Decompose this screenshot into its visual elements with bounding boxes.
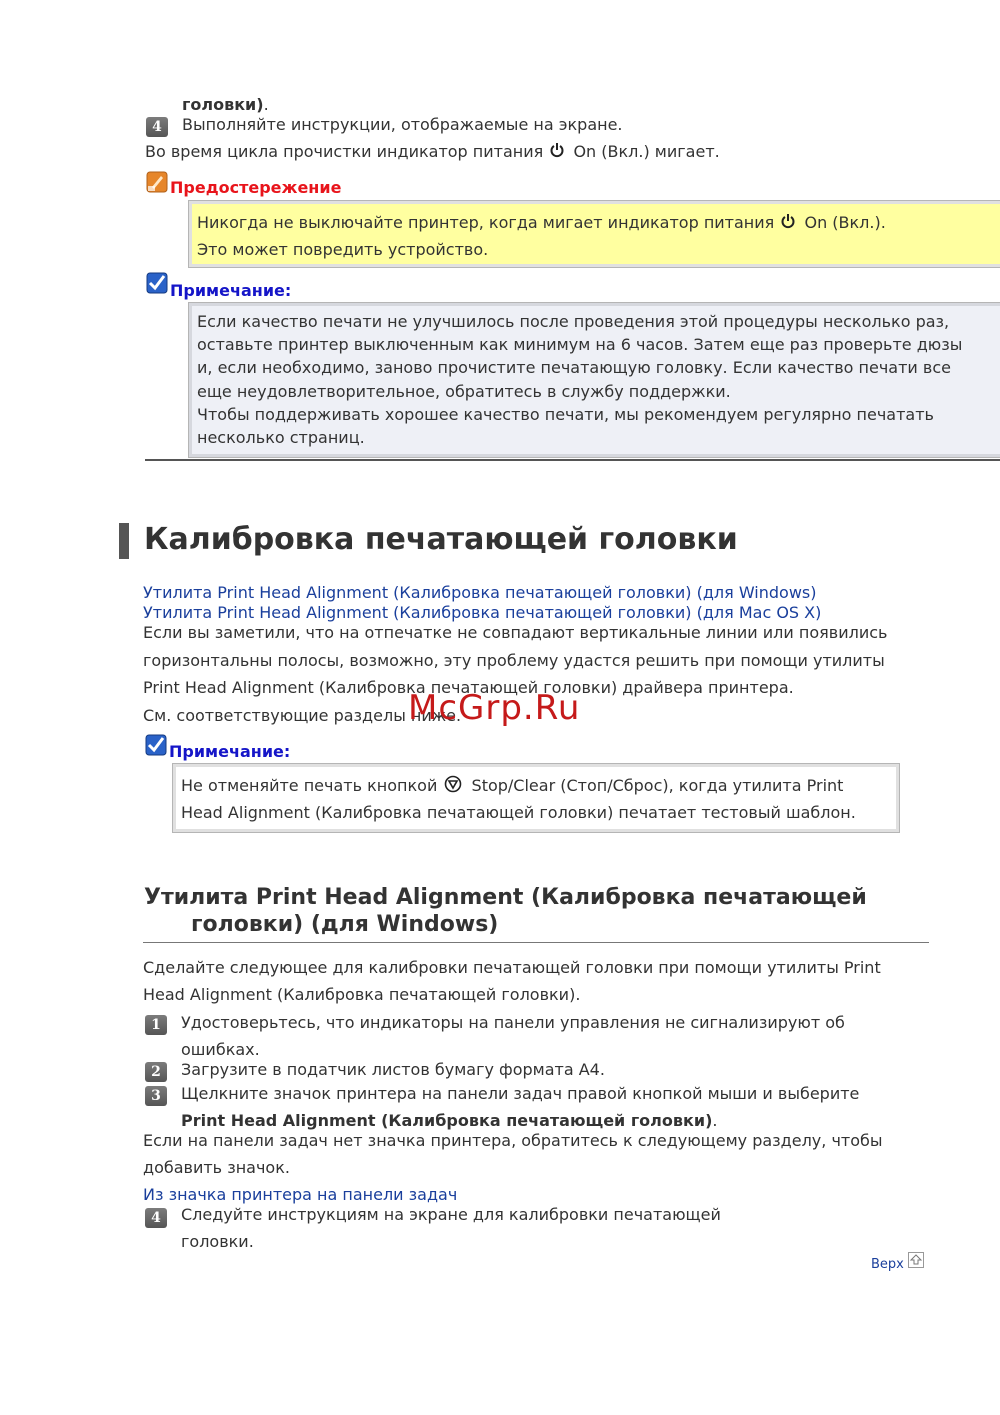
caution-line-1-after: On (Вкл.). xyxy=(804,213,886,232)
step-4-period: . xyxy=(263,95,269,114)
section-divider xyxy=(145,459,1000,461)
step-4-continuation xyxy=(182,94,269,116)
power-icon xyxy=(781,213,795,229)
cleaning-cycle-note xyxy=(145,141,720,163)
note-icon xyxy=(146,272,168,294)
step-number-badge: 2 xyxy=(145,1062,167,1082)
step-3-bold-text: Print Head Alignment (Калибровка печатающей головки) xyxy=(181,1111,713,1130)
cycle-note-after: On (Вкл.) мигает. xyxy=(573,142,720,161)
caution-line-2: Это может повредить устройство. xyxy=(197,240,489,259)
caution-line-1-before: Никогда не выключайте принтер, когда мигает индикатор питания xyxy=(197,213,775,232)
step-4-text: Следуйте инструкциям на экране для калибровки печатающей xyxy=(181,1205,721,1224)
intro-line: Head Alignment (Калибровка печатающей головки). xyxy=(143,985,581,1004)
link-mac[interactable]: Утилита Print Head Alignment (Калибровка печатающей головки) (для Mac OS X) xyxy=(143,603,822,622)
caution-line-1 xyxy=(197,212,886,234)
step-1-text: Удостоверьтесь, что индикаторы на панели управления не сигнализируют об xyxy=(181,1013,845,1032)
intro-line: Сделайте следующее для калибровки печатающей головки при помощи утилиты Print xyxy=(143,958,881,977)
step-number-badge: 4 xyxy=(145,1208,167,1228)
note-2-line-1-before: Не отменяйте печать кнопкой xyxy=(181,776,438,795)
power-icon xyxy=(550,142,564,158)
caution-box xyxy=(188,200,1000,268)
note-icon xyxy=(145,734,167,756)
note-box xyxy=(188,302,1000,458)
subsection-title-line-2: головки) (для Windows) xyxy=(191,912,499,937)
section-paragraph-line: См. соответствующие разделы ниже. xyxy=(143,706,462,725)
caution-icon xyxy=(146,171,168,193)
section-title: Калибровка печатающей головки xyxy=(144,522,738,557)
note-line: еще неудовлетворительное, обратитесь в службу поддержки. xyxy=(197,382,731,401)
note-2-line-2: Head Alignment (Калибровка печатающей головки) печатает тестовый шаблон. xyxy=(181,803,856,822)
step-number-badge: 4 xyxy=(146,117,168,137)
step-3-text: Щелкните значок принтера на панели задач правой кнопкой мыши и выберите xyxy=(181,1084,860,1103)
arrow-up-icon[interactable] xyxy=(908,1252,924,1268)
link-windows[interactable]: Утилита Print Head Alignment (Калибровка печатающей головки) (для Windows) xyxy=(143,583,817,602)
step-number-badge: 3 xyxy=(145,1086,167,1106)
back-to-top-link[interactable]: Верх xyxy=(871,1257,904,1272)
stop-clear-icon xyxy=(444,775,462,793)
watermark-text: McGrp.Ru xyxy=(408,688,581,728)
note-line: Чтобы поддерживать хорошее качество печати, мы рекомендуем регулярно печатать xyxy=(197,405,934,424)
note-line: оставьте принтер выключенным как минимум на 6 часов. Затем еще раз проверьте дюзы xyxy=(197,335,963,354)
note-title: Примечание: xyxy=(170,281,292,300)
step-4-bold-text: головки) xyxy=(182,95,264,114)
subsection-title-line-1: Утилита Print Head Alignment (Калибровка печатающей xyxy=(144,885,867,910)
step-number-badge: 1 xyxy=(145,1015,167,1035)
step-3-period: . xyxy=(712,1111,718,1130)
after-step-line: Если на панели задач нет значка принтера, обратитесь к следующему разделу, чтобы xyxy=(143,1131,883,1150)
taskbar-icon-link[interactable]: Из значка принтера на панели задач xyxy=(143,1185,458,1204)
heading-bar xyxy=(119,523,129,559)
note-2-line-1 xyxy=(181,775,843,797)
step-1-text: ошибках. xyxy=(181,1040,260,1059)
subsection-divider xyxy=(143,942,929,943)
caution-title: Предостережение xyxy=(170,178,342,197)
cycle-note-before: Во время цикла прочистки индикатор питания xyxy=(145,142,544,161)
note-line: несколько страниц. xyxy=(197,428,365,447)
note-box xyxy=(172,763,900,833)
after-step-line: добавить значок. xyxy=(143,1158,290,1177)
section-paragraph-line: Print Head Alignment (Калибровка печатающей головки) драйвера принтера. xyxy=(143,678,794,697)
step-4-text: Выполняйте инструкции, отображаемые на экране. xyxy=(182,115,623,134)
note-line: Если качество печати не улучшилось после проведения этой процедуры несколько раз, xyxy=(197,312,950,331)
note-title: Примечание: xyxy=(169,742,291,761)
step-3-menu-item xyxy=(181,1110,717,1132)
step-4-text: головки. xyxy=(181,1232,254,1251)
note-line: и, если необходимо, заново прочистите печатающую головку. Если качество печати все xyxy=(197,358,951,377)
note-2-line-1-after: Stop/Clear (Стоп/Сброс), когда утилита Print xyxy=(471,776,844,795)
section-paragraph-line: горизонтальны полосы, возможно, эту проблему удастся решить при помощи утилиты xyxy=(143,651,885,670)
section-paragraph-line: Если вы заметили, что на отпечатке не совпадают вертикальные линии или появились xyxy=(143,623,888,642)
step-2-text: Загрузите в податчик листов бумагу формата А4. xyxy=(181,1060,605,1079)
